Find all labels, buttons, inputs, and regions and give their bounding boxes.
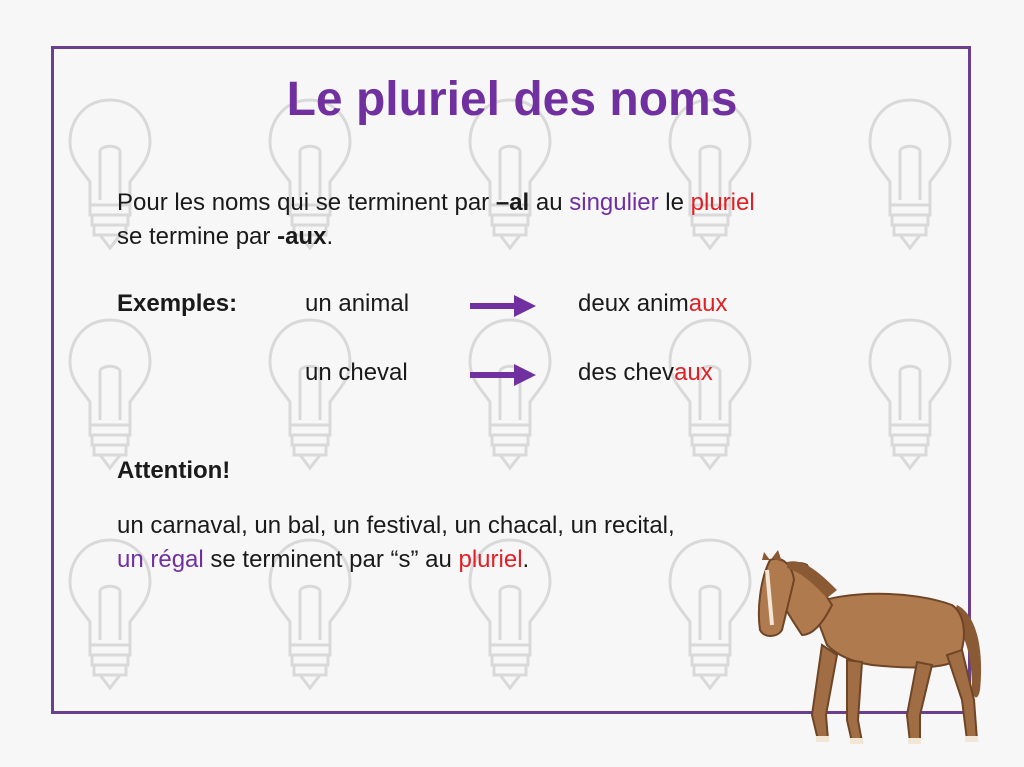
example-singular-2: un cheval [305,359,408,386]
examples-label: Exemples: [117,290,238,317]
attention-line-1: un carnaval, un bal, un festival, un chacal, un recital, [117,512,675,539]
rule-pluriel: pluriel [690,189,755,216]
horse-illustration [752,550,992,750]
rule-text-5: . [326,223,334,250]
page-title: Le pluriel des noms [286,73,738,126]
rule-aux: -aux [277,223,327,250]
rule-paragraph [117,186,755,254]
attention-text-b: . [522,546,530,573]
rule-text-4: se termine par [117,223,278,250]
example-plural-2 [578,359,713,387]
rule-singulier: singulier [569,189,659,216]
rule-text-1: Pour les noms qui se terminent par [117,189,496,216]
rule-text-2: au [529,189,570,216]
attention-label: Attention! [117,457,231,484]
attention-regal: un régal [117,546,204,573]
rule-text-3: le [658,189,691,216]
example-plural-1-stem: deux anim [578,290,689,317]
attention-line-2 [117,546,529,574]
attention-text-a: se terminent par “s” au [203,546,459,573]
example-plural-1-ending: aux [688,290,728,317]
example-plural-1 [578,290,727,318]
example-singular-1: un animal [305,290,410,317]
arrow-right-icon [470,364,536,386]
attention-pluriel: pluriel [458,546,523,573]
rule-al: –al [495,189,530,216]
example-plural-2-stem: des chev [578,359,675,386]
example-plural-2-ending: aux [674,359,713,386]
arrow-right-icon [470,295,536,317]
